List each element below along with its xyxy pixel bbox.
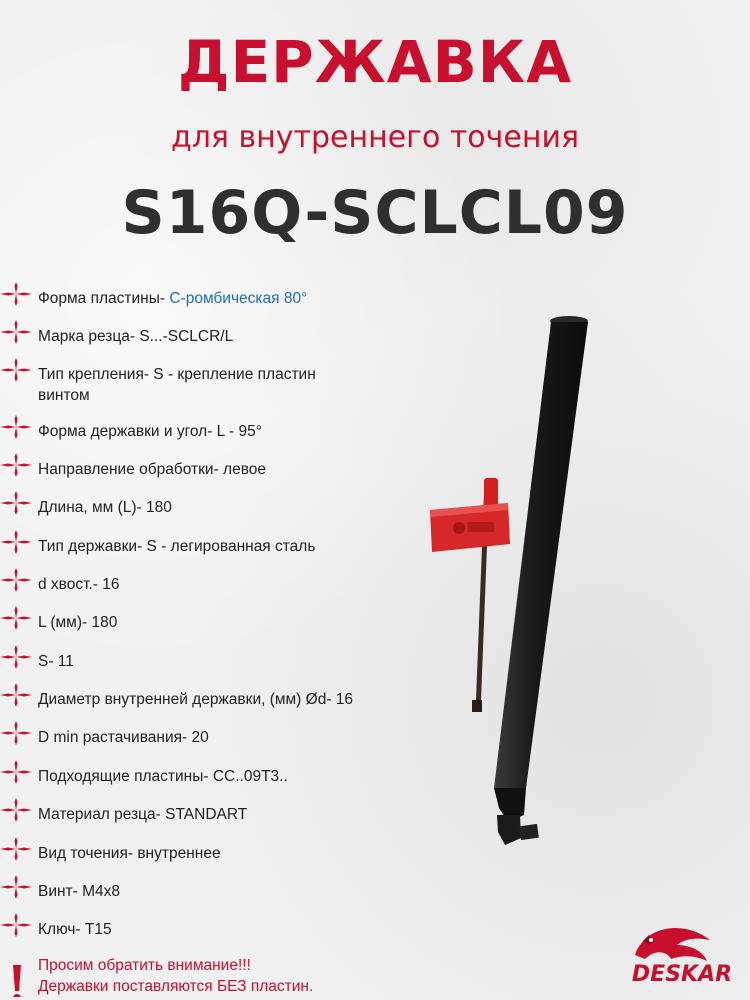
model-code: S16Q-SCLCL09	[121, 178, 629, 248]
spec-text: Подходящие пластины- CC..09T3..	[38, 768, 288, 785]
page-subtitle: для внутреннего точения	[170, 120, 580, 155]
spec-text: Диаметр внутренней державки, (мм) Ød- 16	[38, 691, 354, 708]
spec-text: Форма державки и угол- L - 95°	[38, 423, 262, 440]
spec-text: Винт- M4x8	[38, 883, 121, 900]
spec-text: Длина, мм (L)- 180	[38, 499, 172, 516]
notice-line-2: Державки поставляются БЕЗ пластин.	[38, 978, 314, 995]
hex-key-icon	[430, 478, 510, 712]
spec-text: Вид точения- внутреннее	[38, 845, 221, 862]
spec-text: Тип державки- S - легированная сталь	[38, 538, 316, 555]
spec-text: d хвост.- 16	[38, 576, 120, 593]
spec-text: Направление обработки- левое	[38, 461, 267, 478]
spec-text: Тип крепления- S - крепление пластин винтом	[38, 366, 316, 404]
eagle-logo-icon	[615, 915, 745, 1000]
spec-text: Марка резца- S...-SCLCR/L	[38, 328, 234, 345]
spec-text: L (мм)- 180	[38, 614, 118, 631]
spec-text: D min растачивания- 20	[38, 729, 209, 746]
spec-value-highlight: С-ромбическая 80°	[169, 290, 308, 307]
boring-bar-icon	[494, 316, 588, 845]
spec-text: Ключ- T15	[38, 921, 112, 938]
spec-text: S- 11	[38, 653, 74, 670]
notice-line-1: Просим обратить внимание!!!	[38, 957, 251, 974]
spec-text: Материал резца- STANDART	[38, 806, 248, 823]
spec-label: Форма пластины-	[38, 290, 170, 307]
page-title: ДЕРЖАВКА	[177, 28, 573, 96]
brand-name: DESKAR	[631, 962, 733, 987]
